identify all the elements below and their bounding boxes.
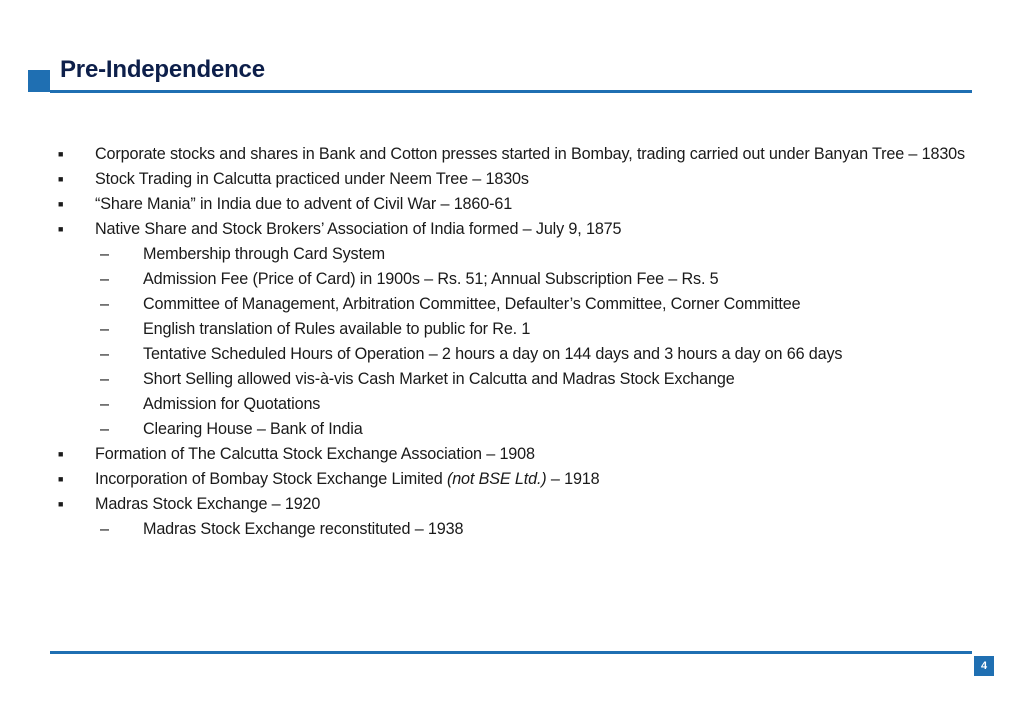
bullet-item	[56, 195, 968, 214]
dash-bullet-icon: –	[100, 295, 109, 313]
sub-bullet-item	[56, 345, 968, 364]
sub-bullet-text: Committee of Management, Arbitration Committee, Defaulter’s Committee, Corner Committee	[143, 295, 801, 313]
sub-bullet-item	[56, 520, 968, 539]
sub-bullet-item	[56, 370, 968, 389]
square-bullet-icon: ■	[58, 199, 64, 209]
sub-bullet-text: Short Selling allowed vis-à-vis Cash Market in Calcutta and Madras Stock Exchange	[143, 370, 735, 388]
dash-bullet-icon: –	[100, 320, 109, 338]
square-bullet-icon: ■	[58, 474, 64, 484]
dash-bullet-icon: –	[100, 345, 109, 363]
square-bullet-icon: ■	[58, 174, 64, 184]
square-bullet-icon: ■	[58, 499, 64, 509]
sub-bullet-item	[56, 245, 968, 264]
bullet-text-part: – 1918	[546, 470, 600, 488]
dash-bullet-icon: –	[100, 395, 109, 413]
sub-bullet-text: Membership through Card System	[143, 245, 386, 263]
bullet-text: Corporate stocks and shares in Bank and Cotton presses started in Bombay, trading carried out under Banyan Tree – 1830s	[95, 145, 965, 163]
dash-bullet-icon: –	[100, 245, 109, 263]
slide-content	[56, 145, 968, 545]
footer-rule	[50, 651, 972, 654]
bullet-text: Madras Stock Exchange – 1920	[95, 495, 321, 513]
bullet-item	[56, 220, 968, 239]
bullet-text: Stock Trading in Calcutta practiced under Neem Tree – 1830s	[95, 170, 529, 188]
square-bullet-icon: ■	[58, 449, 64, 459]
sub-bullet-text: Admission for Quotations	[143, 395, 321, 413]
bullet-item	[56, 145, 968, 164]
square-bullet-icon: ■	[58, 149, 64, 159]
title-underline	[50, 90, 972, 93]
page-number-badge: 4	[974, 656, 994, 676]
bullet-item	[56, 445, 968, 464]
bullet-list	[56, 145, 968, 539]
slide-title: Pre-Independence	[60, 56, 265, 83]
bullet-item	[56, 170, 968, 189]
sub-bullet-item	[56, 420, 968, 439]
bullet-item	[56, 470, 968, 489]
sub-bullet-item	[56, 320, 968, 339]
bullet-text	[95, 470, 600, 488]
bullet-text-part: Incorporation of Bombay Stock Exchange Limited	[95, 470, 447, 488]
dash-bullet-icon: –	[100, 370, 109, 388]
sub-bullet-text: Clearing House – Bank of India	[143, 420, 363, 438]
sub-bullet-item	[56, 295, 968, 314]
dash-bullet-icon: –	[100, 420, 109, 438]
dash-bullet-icon: –	[100, 520, 109, 538]
square-bullet-icon: ■	[58, 224, 64, 234]
bullet-item	[56, 495, 968, 514]
title-accent-square	[28, 70, 50, 92]
sub-bullet-text: English translation of Rules available to public for Re. 1	[143, 320, 531, 338]
sub-bullet-item	[56, 270, 968, 289]
bullet-text: “Share Mania” in India due to advent of Civil War – 1860-61	[95, 195, 513, 213]
bullet-text-italic: (not BSE Ltd.)	[446, 470, 547, 488]
bullet-text: Native Share and Stock Brokers’ Association of India formed – July 9, 1875	[95, 220, 622, 238]
sub-bullet-item	[56, 395, 968, 414]
sub-bullet-text: Admission Fee (Price of Card) in 1900s – Rs. 51; Annual Subscription Fee – Rs. 5	[143, 270, 719, 288]
dash-bullet-icon: –	[100, 270, 109, 288]
bullet-text: Formation of The Calcutta Stock Exchange Association – 1908	[95, 445, 535, 463]
sub-bullet-text: Tentative Scheduled Hours of Operation – 2 hours a day on 144 days and 3 hours a day on 66 days	[143, 345, 843, 363]
sub-bullet-text: Madras Stock Exchange reconstituted – 1938	[143, 520, 464, 538]
